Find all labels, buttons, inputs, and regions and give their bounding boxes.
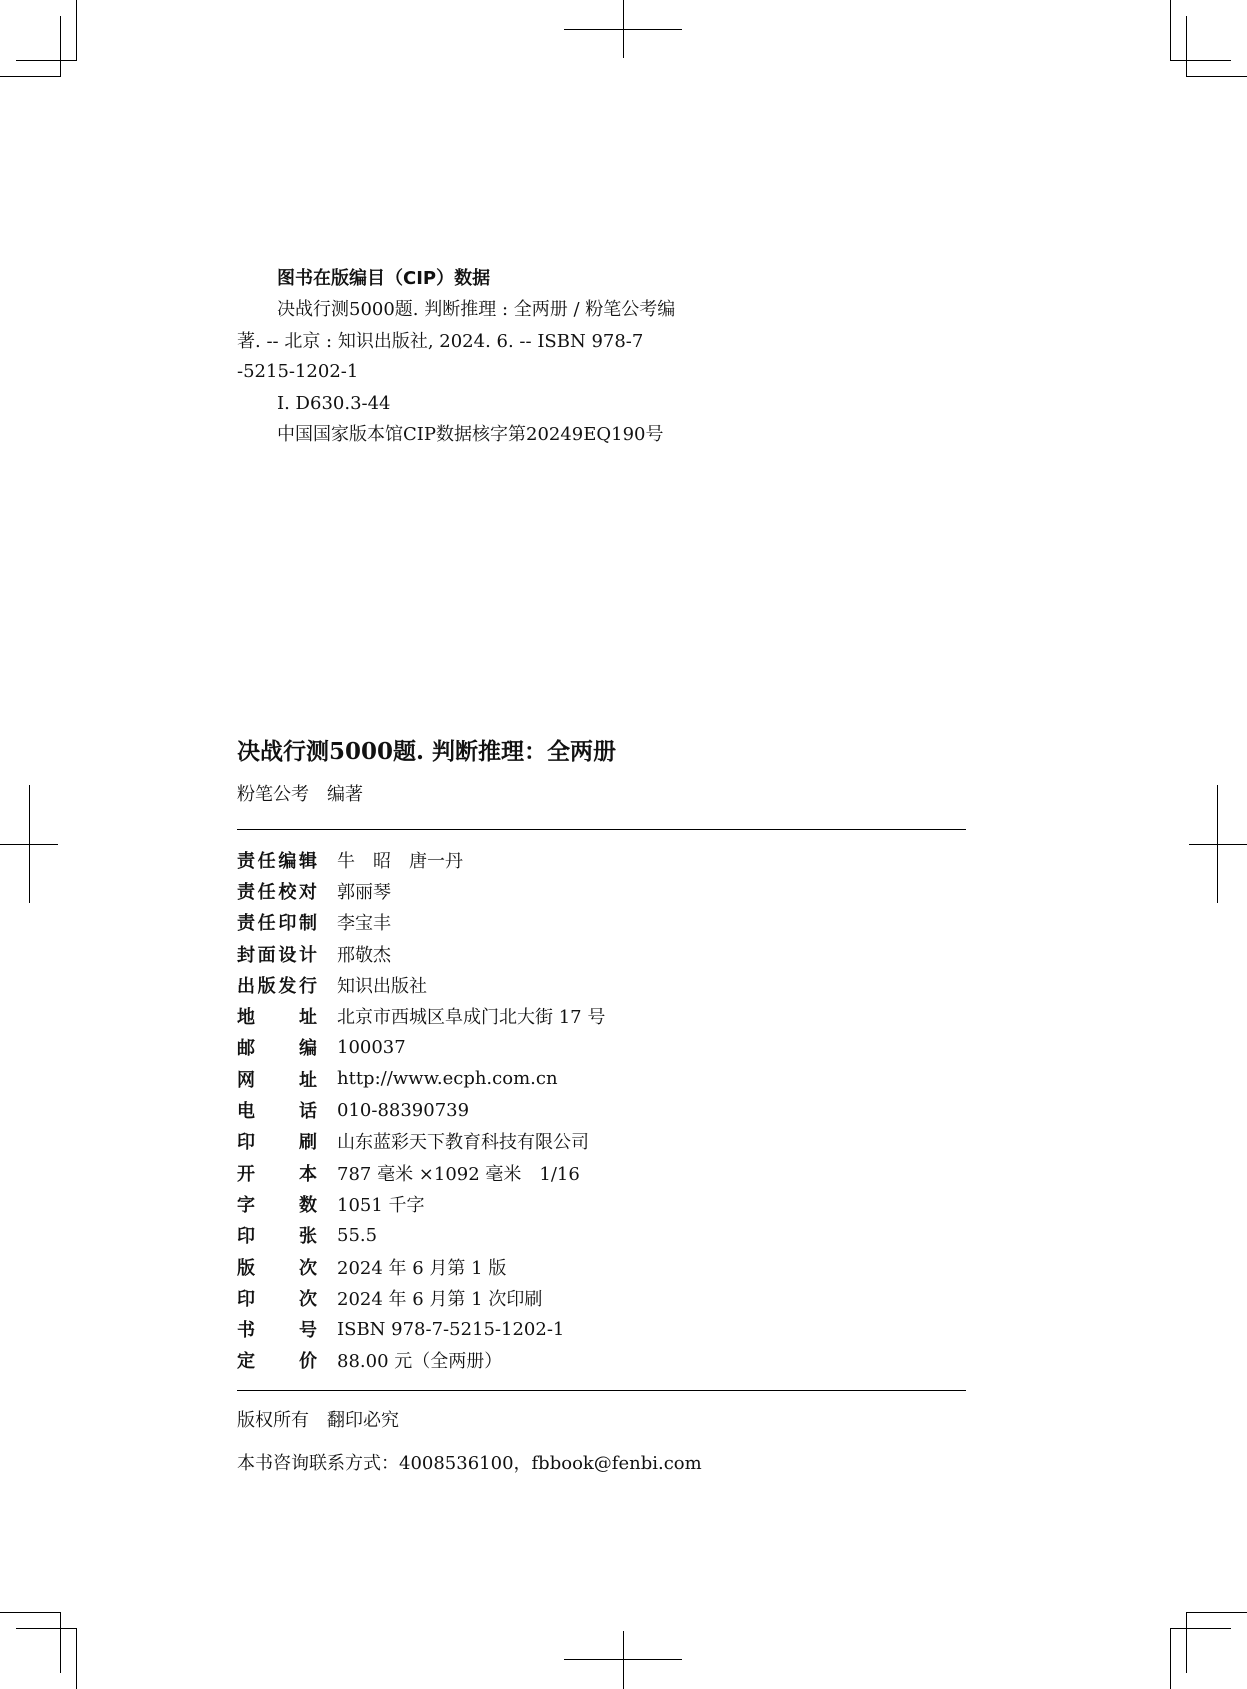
info-label-char: 封 <box>237 944 255 966</box>
info-label-char: 址 <box>299 1007 317 1029</box>
info-label-char: 数 <box>299 1194 317 1216</box>
info-label-char: 编 <box>299 1038 317 1060</box>
info-row <box>237 1251 605 1282</box>
info-value: 北京市西城区阜成门北大街 17 号 <box>337 1007 606 1029</box>
info-label-char: 印 <box>278 913 297 935</box>
info-row <box>237 1094 605 1125</box>
cip-line-3: -5215-1202-1 <box>237 361 359 382</box>
info-label-char: 计 <box>298 944 317 966</box>
book-author: 粉笔公考 编著 <box>237 784 363 805</box>
info-value: 010-88390739 <box>337 1099 470 1121</box>
info-value: 山东蓝彩天下教育科技有限公司 <box>337 1132 589 1154</box>
info-row <box>237 1126 605 1157</box>
info-label <box>237 878 317 904</box>
info-label-char: 话 <box>299 1101 317 1123</box>
info-label <box>237 1347 317 1373</box>
info-label <box>237 1222 317 1248</box>
info-label-char: 地 <box>237 1007 255 1029</box>
contact-info: 本书咨询联系方式：4008536100，fbbook@fenbi.com <box>237 1453 702 1474</box>
publication-info-table <box>237 844 605 1376</box>
info-row <box>237 1063 605 1094</box>
info-row <box>237 969 605 1000</box>
info-label-char: 定 <box>237 1351 255 1373</box>
info-label-char: 价 <box>299 1351 317 1373</box>
info-label-char: 制 <box>298 913 317 935</box>
info-label-char: 校 <box>278 881 297 903</box>
info-row <box>237 1313 605 1344</box>
info-label <box>237 972 317 998</box>
info-label-char: 次 <box>299 1288 317 1310</box>
info-value: 1051 千字 <box>337 1194 425 1216</box>
info-label <box>237 1034 317 1060</box>
info-label <box>237 1191 317 1217</box>
info-label-char: 号 <box>299 1320 317 1342</box>
info-row <box>237 1282 605 1313</box>
cip-line-1: 决战行测5000题. 判断推理 : 全两册 / 粉笔公考编 <box>277 299 676 320</box>
info-label-char: 发 <box>278 975 297 997</box>
info-row <box>237 907 605 938</box>
info-value: 55.5 <box>337 1224 378 1246</box>
info-row <box>237 1157 605 1188</box>
bottom-divider <box>237 1390 966 1391</box>
info-value: 2024 年 6 月第 1 次印刷 <box>337 1288 543 1310</box>
info-value: 787 毫米 ×1092 毫米 1/16 <box>337 1163 580 1185</box>
info-row <box>237 1032 605 1063</box>
info-label-char: 版 <box>237 1257 255 1279</box>
info-label <box>237 1066 317 1092</box>
info-label <box>237 847 317 873</box>
info-label-char: 任 <box>257 913 276 935</box>
info-value: 邢敬杰 <box>337 944 391 966</box>
info-row <box>237 1000 605 1031</box>
cip-line-5: 中国国家版本馆CIP数据核字第20249EQ190号 <box>277 424 664 445</box>
info-label-char: 书 <box>237 1320 255 1342</box>
copyright-notice: 版权所有 翻印必究 <box>237 1410 399 1431</box>
info-label-char: 行 <box>298 975 317 997</box>
info-value: http://www.ecph.com.cn <box>337 1068 558 1090</box>
info-label-char: 责 <box>237 850 255 872</box>
cip-heading: 图书在版编目（CIP）数据 <box>277 268 491 289</box>
cip-line-4: Ⅰ. D630.3-44 <box>277 393 391 414</box>
info-label-char: 任 <box>257 850 276 872</box>
info-row <box>237 938 605 969</box>
info-label-char: 张 <box>299 1226 317 1248</box>
info-label-char: 字 <box>237 1194 255 1216</box>
info-value: 知识出版社 <box>337 975 427 997</box>
info-label <box>237 1316 317 1342</box>
info-label-char: 出 <box>237 975 255 997</box>
info-row <box>237 1345 605 1376</box>
info-label-char: 址 <box>299 1069 317 1091</box>
info-label-char: 面 <box>257 944 276 966</box>
info-value: 88.00 元（全两册） <box>337 1351 503 1373</box>
info-label-char: 印 <box>237 1288 255 1310</box>
info-label-char: 任 <box>257 881 276 903</box>
info-label <box>237 1160 317 1186</box>
info-label-char: 网 <box>237 1069 255 1091</box>
info-row <box>237 875 605 906</box>
info-label-char: 印 <box>237 1226 255 1248</box>
book-title: 决战行测5000题. 判断推理：全两册 <box>237 738 617 765</box>
top-divider <box>237 829 966 830</box>
info-label-char: 责 <box>237 881 255 903</box>
info-row <box>237 844 605 875</box>
info-label-char: 印 <box>237 1132 255 1154</box>
info-label <box>237 909 317 935</box>
info-label <box>237 1097 317 1123</box>
info-value: 100037 <box>337 1036 406 1058</box>
info-label-char: 刷 <box>299 1132 317 1154</box>
info-value: 2024 年 6 月第 1 版 <box>337 1257 507 1279</box>
info-label-char: 版 <box>257 975 276 997</box>
info-value: 牛 昭 唐一丹 <box>337 850 463 872</box>
info-label-char: 对 <box>298 881 317 903</box>
info-row <box>237 1188 605 1219</box>
info-label-char: 责 <box>237 913 255 935</box>
cip-line-2: 著. -- 北京 : 知识出版社, 2024. 6. -- ISBN 978-7 <box>237 331 644 352</box>
info-value: 郭丽琴 <box>337 881 391 903</box>
info-label <box>237 1003 317 1029</box>
info-label-char: 开 <box>237 1163 255 1185</box>
info-label-char: 设 <box>278 944 297 966</box>
info-value: 李宝丰 <box>337 913 391 935</box>
info-label <box>237 1285 317 1311</box>
info-row <box>237 1220 605 1251</box>
info-label-char: 辑 <box>298 850 317 872</box>
info-label <box>237 1128 317 1154</box>
info-value: ISBN 978-7-5215-1202-1 <box>337 1318 565 1340</box>
info-label-char: 次 <box>299 1257 317 1279</box>
info-label-char: 邮 <box>237 1038 255 1060</box>
info-label-char: 电 <box>237 1101 255 1123</box>
info-label-char: 本 <box>299 1163 317 1185</box>
info-label <box>237 941 317 967</box>
info-label-char: 编 <box>278 850 297 872</box>
info-label <box>237 1254 317 1280</box>
